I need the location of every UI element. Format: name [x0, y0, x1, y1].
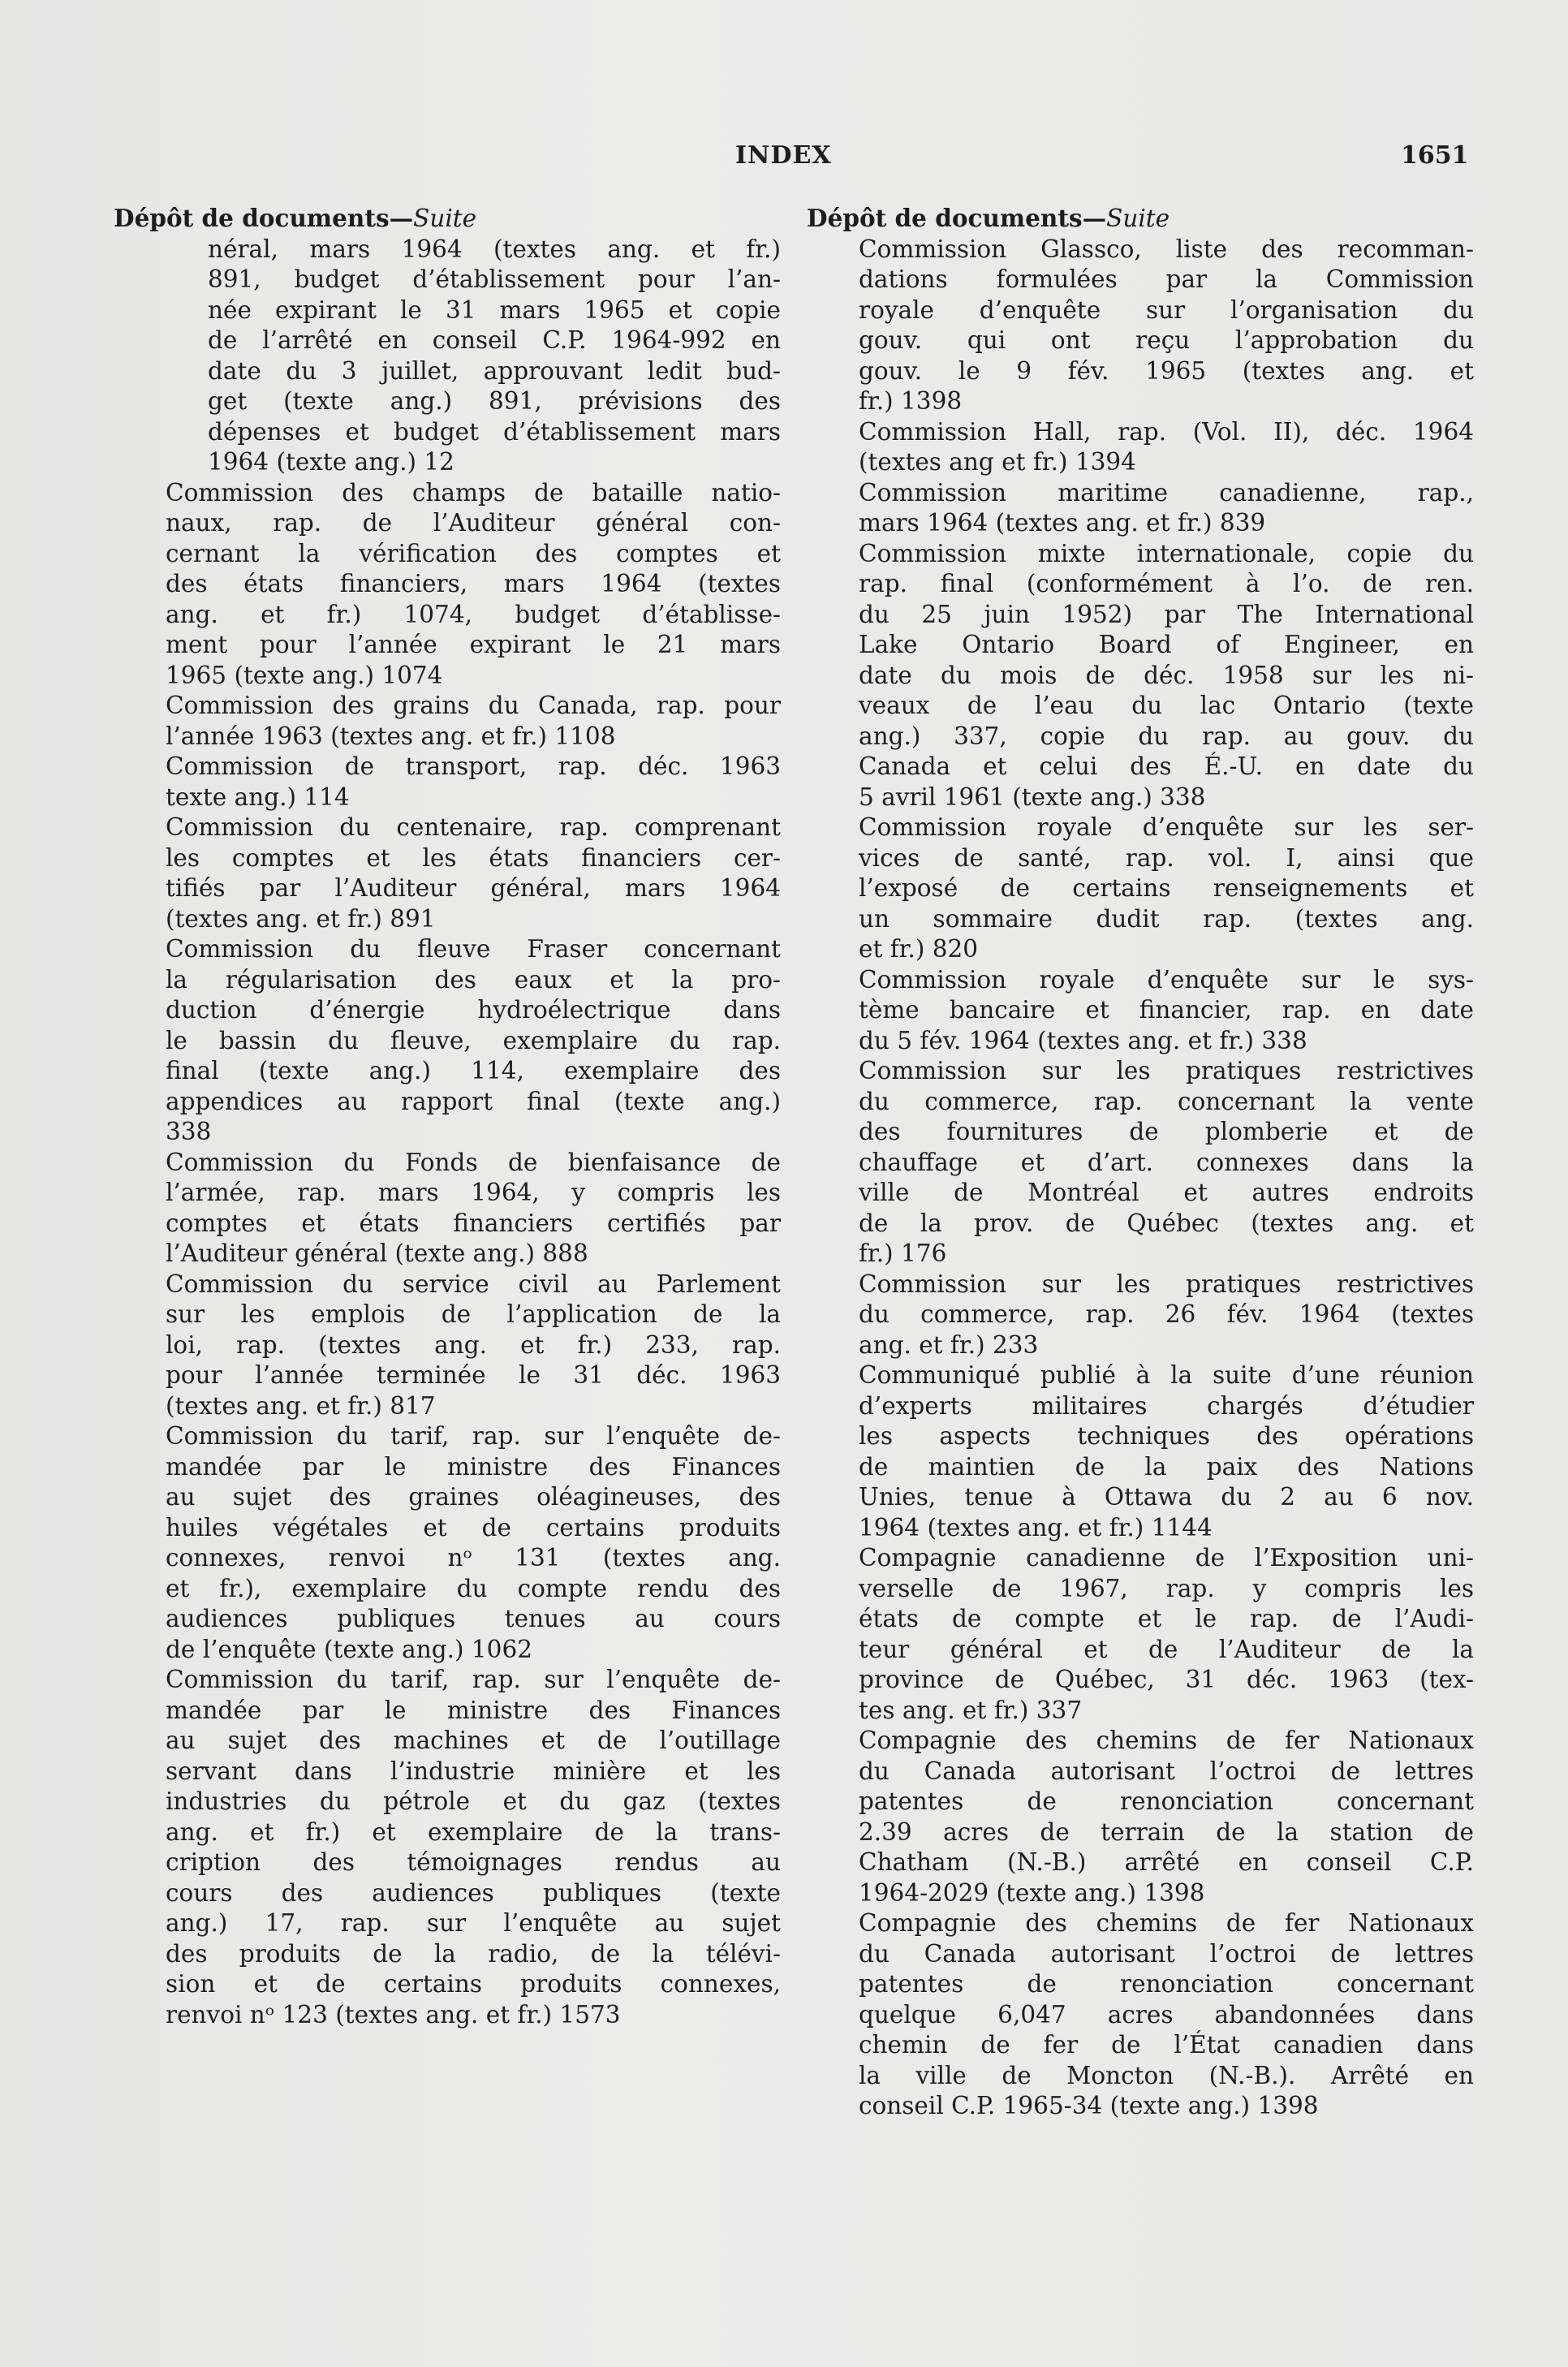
entry-line: néral, mars 1964 (textes ang. et fr.) [208, 235, 781, 263]
entry-line: le bassin du fleuve, exemplaire du rap. [166, 1026, 781, 1054]
entry-line: province de Québec, 31 déc. 1963 (tex- [859, 1666, 1474, 1693]
entry-line: ang. et fr.) 233 [859, 1330, 1039, 1359]
entry-line: verselle de 1967, rap. y compris les [859, 1574, 1474, 1602]
index-entry [807, 1543, 1474, 1726]
entry-line: Unies, tenue à Ottawa du 2 au 6 nov. [859, 1483, 1474, 1511]
entry-line: Commission sur les pratiques restrictives [859, 1270, 1474, 1298]
entry-line: Commission royale d’enquête sur les ser- [859, 813, 1474, 841]
entry-line: (textes ang. et fr.) 817 [166, 1391, 436, 1420]
column-heading [114, 203, 781, 235]
entry-line: au sujet des graines oléagineuses, des [166, 1483, 781, 1511]
entry-line: audiences publiques tenues au cours [166, 1605, 781, 1632]
entry-line: get (texte ang.) 891, prévisions des [208, 387, 781, 415]
entry-line: tème bancaire et financier, rap. en date [859, 996, 1474, 1024]
entry-line: pour l’année terminée le 31 déc. 1963 [166, 1361, 781, 1389]
entry-line: d’experts militaires chargés d’étudier [859, 1391, 1474, 1420]
entry-line: du 5 fév. 1964 (textes ang. et fr.) 338 [859, 1026, 1307, 1054]
entry-line: de la prov. de Québec (textes ang. et [859, 1209, 1474, 1237]
entry-line: Commission du centenaire, rap. comprenant [166, 813, 781, 841]
entry-line: les aspects techniques des opérations [859, 1422, 1474, 1450]
entry-line: les comptes et les états financiers cer- [166, 843, 781, 872]
entry-line: ment pour l’année expirant le 21 mars [166, 631, 781, 658]
entry-line: des fournitures de plomberie et de [859, 1118, 1474, 1145]
entry-line: comptes et états financiers certifiés par [166, 1209, 781, 1237]
entry-line: final (texte ang.) 114, exemplaire des [166, 1057, 781, 1084]
entry-line: ang.) 17, rap. sur l’enquête au sujet [166, 1909, 781, 1937]
index-entry [807, 1056, 1474, 1270]
entry-line: Canada et celui des É.-U. en date du [859, 752, 1474, 780]
index-entry [807, 478, 1474, 539]
entry-line: Commission du Fonds de bienfaisance de [166, 1148, 781, 1176]
entry-line: teur général et de l’Auditeur de la [859, 1635, 1474, 1663]
entry-line: ang. et fr.) 1074, budget d’établisse- [166, 600, 781, 628]
entry-line: servant dans l’industrie minière et les [166, 1757, 781, 1785]
index-entry [114, 934, 781, 1148]
index-entry [807, 1726, 1474, 1908]
entry-line: huiles végétales et de certains produits [166, 1513, 781, 1541]
heading-text: Dépôt de documents— [114, 204, 414, 232]
entry-line: date du 3 juillet, approuvant ledit bud- [208, 356, 781, 385]
index-entry [807, 813, 1474, 965]
entry-line: fr.) 1398 [859, 387, 963, 415]
entry-line: Commission mixte internationale, copie du [859, 539, 1474, 567]
index-entry [114, 691, 781, 752]
entry-line: 2.39 acres de terrain de la station de [859, 1817, 1474, 1846]
entry-line: Commission des champs de bataille natio- [166, 478, 781, 507]
entry-line: Compagnie des chemins de fer Nationaux [859, 1909, 1474, 1937]
entry-line: du Canada autorisant l’octroi de lettres [859, 1939, 1474, 1968]
entry-line: cours des audiences publiques (texte [166, 1878, 781, 1907]
entry-line: Commission maritime canadienne, rap., [859, 478, 1474, 507]
entry-line: appendices au rapport final (texte ang.) [166, 1087, 781, 1115]
index-entry [114, 813, 781, 934]
entry-line: ang.) 337, copie du rap. au gouv. du [859, 722, 1474, 750]
entry-line: renvoi nᵒ 123 (textes ang. et fr.) 1573 [166, 2000, 621, 2029]
entry-line: gouv. le 9 fév. 1965 (textes ang. et [859, 356, 1474, 385]
entry-line: connexes, renvoi nᵒ 131 (textes ang. [166, 1544, 781, 1572]
entry-line: 1965 (texte ang.) 1074 [166, 661, 443, 689]
entry-line: de maintien de la paix des Nations [859, 1452, 1474, 1481]
entry-line: Commission du fleuve Fraser concernant [166, 935, 781, 963]
entry-line: 338 [166, 1118, 212, 1145]
entry-line: l’exposé de certains renseignements et [859, 874, 1474, 902]
entry-line: patentes de renonciation concernant [859, 1970, 1474, 1998]
running-header-title: INDEX [735, 141, 832, 170]
entry-line: l’Auditeur général (texte ang.) 888 [166, 1240, 588, 1267]
entry-line: dépenses et budget d’établissement mars [208, 417, 781, 446]
entry-line: texte ang.) 114 [166, 783, 350, 811]
entry-line: Lake Ontario Board of Engineer, en [859, 631, 1474, 658]
column-heading [807, 203, 1474, 235]
index-entry [807, 1360, 1474, 1543]
entry-line: vices de santé, rap. vol. I, ainsi que [859, 843, 1474, 872]
entry-line: mars 1964 (textes ang. et fr.) 839 [859, 509, 1266, 537]
entry-line: Commission du tarif, rap. sur l’enquête de- [166, 1422, 781, 1450]
entry-line: tes ang. et fr.) 337 [859, 1696, 1083, 1724]
entry-line: Commission Hall, rap. (Vol. II), déc. 1964 [859, 417, 1474, 446]
entry-line: mandée par le ministre des Finances [166, 1452, 781, 1481]
entry-line: fr.) 176 [859, 1240, 947, 1267]
entry-line: 1964 (textes ang. et fr.) 1144 [859, 1513, 1213, 1541]
entry-line: chemin de fer de l’État canadien dans [859, 2031, 1474, 2059]
entry-line: Commission de transport, rap. déc. 1963 [166, 752, 781, 780]
index-entry [114, 235, 781, 478]
entry-line: états de compte et le rap. de l’Audi- [859, 1605, 1474, 1632]
index-entry [114, 1270, 781, 1422]
entry-line: 1964-2029 (texte ang.) 1398 [859, 1878, 1205, 1907]
entry-line: ville de Montréal et autres endroits [859, 1179, 1474, 1206]
entry-line: Communiqué publié à la suite d’une réunion [859, 1361, 1474, 1389]
entry-line: la ville de Moncton (N.-B.). Arrêté en [859, 2061, 1474, 2089]
index-entry [807, 235, 1474, 417]
entry-line: naux, rap. de l’Auditeur général con- [166, 509, 781, 537]
index-entries [807, 235, 1474, 2122]
index-entry [807, 965, 1474, 1057]
entry-line: cernant la vérification des comptes et [166, 539, 781, 567]
entry-line: des produits de la radio, de la télévi- [166, 1939, 781, 1968]
entry-line: tifiés par l’Auditeur général, mars 1964 [166, 874, 781, 902]
entry-line: un sommaire dudit rap. (textes ang. [859, 904, 1474, 933]
entry-line: Commission Glassco, liste des recomman- [859, 235, 1474, 263]
entry-line: 891, budget d’établissement pour l’an- [208, 265, 781, 293]
index-entry [114, 1665, 781, 2030]
entry-line: gouv. qui ont reçu l’approbation du [859, 326, 1474, 354]
entry-line: 5 avril 1961 (texte ang.) 338 [859, 783, 1206, 811]
index-entry [114, 1148, 781, 1270]
entry-line: du 25 juin 1952) par The International [859, 600, 1474, 628]
entry-line: du commerce, rap. 26 fév. 1964 (textes [859, 1300, 1474, 1328]
entry-line: sur les emplois de l’application de la [166, 1300, 781, 1328]
entry-line: 1964 (texte ang.) 12 [208, 448, 454, 476]
entry-line: (textes ang et fr.) 1394 [859, 448, 1136, 476]
entry-line: sion et de certains produits connexes, [166, 1970, 781, 1998]
entry-line: Compagnie canadienne de l’Exposition uni- [859, 1544, 1474, 1572]
index-entry [807, 539, 1474, 813]
index-entry [807, 417, 1474, 478]
entry-line: la régularisation des eaux et la pro- [166, 965, 781, 994]
entry-line: ang. et fr.) et exemplaire de la trans- [166, 1817, 781, 1846]
heading-suite: Suite [1106, 205, 1170, 232]
entry-line: date du mois de déc. 1958 sur les ni- [859, 661, 1474, 689]
entry-line: duction d’énergie hydroélectrique dans [166, 996, 781, 1024]
entry-line: des états financiers, mars 1964 (textes [166, 570, 781, 597]
left-column [114, 203, 781, 2030]
entry-line: conseil C.P. 1965-34 (texte ang.) 1398 [859, 2092, 1319, 2119]
right-column [807, 203, 1474, 2122]
index-entry [114, 752, 781, 813]
entry-line: loi, rap. (textes ang. et fr.) 233, rap. [166, 1330, 781, 1359]
entry-line: veaux de l’eau du lac Ontario (texte [859, 692, 1474, 719]
entry-line: industries du pétrole et du gaz (textes [166, 1787, 781, 1815]
entry-line: quelque 6,047 acres abandonnées dans [859, 2000, 1474, 2029]
entry-line: du Canada autorisant l’octroi de lettres [859, 1757, 1474, 1785]
entry-line: mandée par le ministre des Finances [166, 1696, 781, 1724]
entry-line: dations formulées par la Commission [859, 265, 1474, 293]
entry-line: Commission du tarif, rap. sur l’enquête de- [166, 1666, 781, 1693]
index-entry [114, 478, 781, 692]
entry-line: chauffage et d’art. connexes dans la [859, 1148, 1474, 1176]
entry-line: du commerce, rap. concernant la vente [859, 1087, 1474, 1115]
entry-line: rap. final (conformément à l’o. de ren. [859, 570, 1474, 597]
heading-suite: Suite [413, 205, 477, 232]
entry-line: et fr.) 820 [859, 935, 979, 963]
entry-line: au sujet des machines et de l’outillage [166, 1727, 781, 1754]
entry-line: cription des témoignages rendus au [166, 1848, 781, 1876]
index-entries [114, 235, 781, 2031]
entry-line: Chatham (N.-B.) arrêté en conseil C.P. [859, 1848, 1474, 1876]
entry-line: Commission du service civil au Parlement [166, 1270, 781, 1298]
entry-line: l’armée, rap. mars 1964, y compris les [166, 1179, 781, 1206]
entry-line: l’année 1963 (textes ang. et fr.) 1108 [166, 722, 616, 750]
entry-line: Commission sur les pratiques restrictives [859, 1057, 1474, 1084]
entry-line: et fr.), exemplaire du compte rendu des [166, 1574, 781, 1602]
entry-line: Commission des grains du Canada, rap. pour [166, 692, 781, 719]
entry-line: patentes de renonciation concernant [859, 1787, 1474, 1815]
index-entry [807, 1908, 1474, 2122]
page-number: 1651 [1401, 141, 1469, 170]
index-entry [114, 1421, 781, 1665]
entry-line: Commission royale d’enquête sur le sys- [859, 965, 1474, 994]
entry-line: née expirant le 31 mars 1965 et copie [208, 295, 781, 324]
entry-line: Compagnie des chemins de fer Nationaux [859, 1727, 1474, 1754]
heading-text: Dépôt de documents— [807, 204, 1107, 232]
entry-line: (textes ang. et fr.) 891 [166, 904, 436, 933]
index-entry [807, 1270, 1474, 1361]
entry-line: royale d’enquête sur l’organisation du [859, 295, 1474, 324]
entry-line: de l’arrêté en conseil C.P. 1964-992 en [208, 326, 781, 354]
entry-line: de l’enquête (texte ang.) 1062 [166, 1635, 532, 1663]
